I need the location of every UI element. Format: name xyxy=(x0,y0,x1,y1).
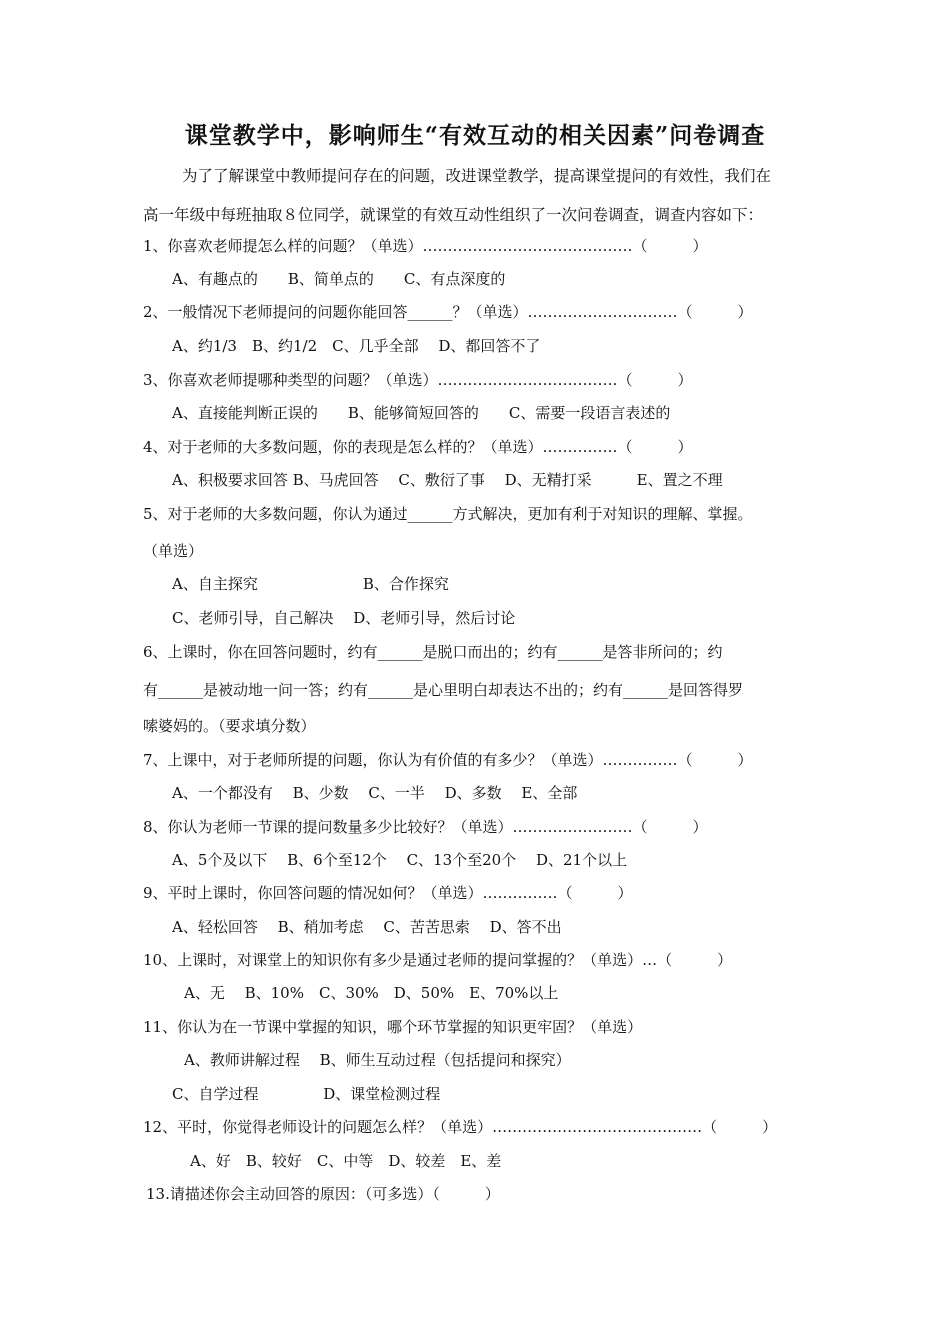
intro-line-1: 为了了解课堂中教师提问存在的问题，改进课堂教学，提高课堂提问的有效性，我们在 xyxy=(182,167,772,185)
question-11: 11、你认为在一节课中掌握的知识，哪个环节掌握的知识更牢固？（单选） xyxy=(143,1018,643,1036)
question-5: 5、对于老师的大多数问题，你认为通过______方式解决，更加有利于对知识的理解、掌握。 xyxy=(143,505,753,523)
question-10: 10、上课时，对课堂上的知识你有多少是通过老师的提问掌握的？（单选）…（ ） xyxy=(143,951,733,969)
question-9-options: A、轻松回答 B、稍加考虑 C、苦苦思索 D、答不出 xyxy=(172,918,562,936)
question-10-options: A、无 B、10% C、30% D、50% E、70%以上 xyxy=(184,984,559,1002)
question-5-options-1: A、自主探究 B、合作探究 xyxy=(172,575,449,593)
question-12: 12、平时，你觉得老师设计的问题怎么样？（单选）……………………………………（ ） xyxy=(143,1118,778,1136)
question-2-options: A、约1/3 B、约1/2 C、几乎全部 D、都回答不了 xyxy=(172,337,541,355)
question-13: 13.请描述你会主动回答的原因：（可多选）（ ） xyxy=(146,1185,500,1203)
question-6-cont-1: 有______是被动地一问一答；约有______是心里明白却表达不出的；约有______是回答得罗 xyxy=(143,681,744,699)
question-5-options-2: C、老师引导，自己解决 D、老师引导，然后讨论 xyxy=(172,609,516,627)
question-4-options: A、积极要求回答 B、马虎回答 C、敷衍了事 D、无精打采 E、置之不理 xyxy=(172,471,723,489)
question-12-options: A、好 B、较好 C、中等 D、较差 E、差 xyxy=(190,1152,502,1170)
question-8-options: A、5个及以下 B、6个至12个 C、13个至20个 D、21个以上 xyxy=(172,851,628,869)
intro-line-2: 高一年级中每班抽取８位同学，就课堂的有效互动性组织了一次问卷调查，调查内容如下： xyxy=(143,206,764,224)
question-7-options: A、一个都没有 B、少数 C、一半 D、多数 E、全部 xyxy=(172,784,578,802)
question-2: 2、一般情况下老师提问的问题你能回答______？（单选）…………………………（ ） xyxy=(143,303,753,321)
question-11-options-1: A、教师讲解过程 B、师生互动过程（包括提问和探究） xyxy=(184,1051,571,1069)
question-3: 3、你喜欢老师提哪种类型的问题？（单选）………………………………（ ） xyxy=(143,371,693,389)
question-9: 9、平时上课时，你回答问题的情况如何？（单选）……………（ ） xyxy=(143,884,633,902)
question-8: 8、你认为老师一节课的提问数量多少比较好？（单选）……………………（ ） xyxy=(143,818,708,836)
question-7: 7、上课中，对于老师所提的问题，你认为有价值的有多少？（单选）……………（ ） xyxy=(143,751,753,769)
question-1: 1、你喜欢老师提怎么样的问题？（单选）……………………………………（ ） xyxy=(143,237,708,255)
question-4: 4、对于老师的大多数问题，你的表现是怎么样的？（单选）……………（ ） xyxy=(143,438,693,456)
question-3-options: A、直接能判断正误的 B、能够简短回答的 C、需要一段语言表述的 xyxy=(172,404,671,422)
page-title: 课堂教学中，影响师生“有效互动的相关因素”问卷调查 xyxy=(184,122,766,149)
question-5-cont: （单选） xyxy=(143,542,204,560)
question-6-cont-2: 嗦婆妈的。（要求填分数） xyxy=(143,717,316,735)
question-6: 6、上课时，你在回答问题时，约有______是脱口而出的；约有______是答非所问的；约 xyxy=(143,643,723,661)
question-1-options: A、有趣点的 B、简单点的 C、有点深度的 xyxy=(172,270,506,288)
question-11-options-2: C、自学过程 D、课堂检测过程 xyxy=(172,1085,441,1103)
